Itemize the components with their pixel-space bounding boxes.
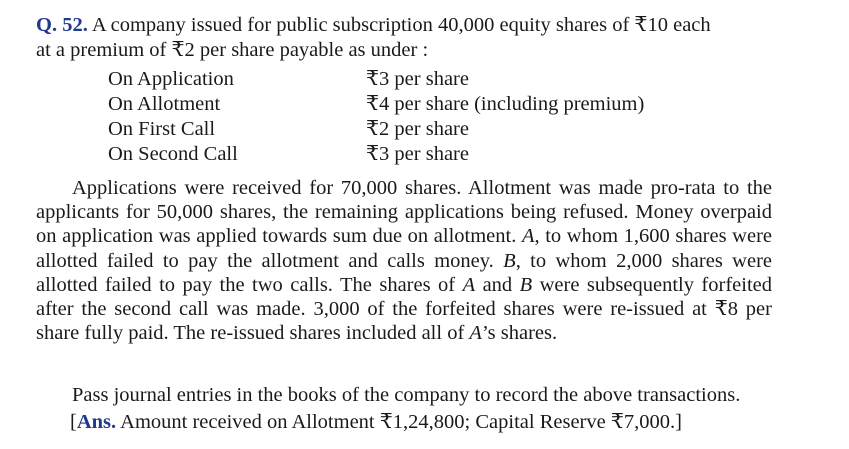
schedule-label: On First Call — [108, 118, 216, 140]
paragraph-text: ’s shares. — [481, 322, 558, 345]
shareholder-b: B — [503, 249, 516, 272]
schedule-row — [108, 142, 708, 167]
schedule-label: On Application — [108, 68, 234, 90]
answer-line — [70, 410, 682, 435]
schedule-amount: ₹3 per share — [366, 68, 469, 90]
question-heading — [36, 13, 776, 38]
question-paragraph — [36, 176, 772, 345]
shareholder-a: A — [462, 273, 476, 296]
instruction-text: Pass journal entries in the books of the company to record the above transactions. — [72, 384, 741, 406]
shareholder-a: A — [521, 225, 535, 248]
answer-label: Ans. — [76, 411, 117, 433]
paragraph-text: Applications were received for 70,000 shares. Allotment was made pro-rata to the applicants for 50,000 shares, the remaining applications being refused. Money overpaid on application was applied towards sum due on allotment. — [36, 177, 772, 248]
schedule-label: On Second Call — [108, 143, 238, 165]
question-number: Q. 52. — [36, 14, 88, 36]
paragraph-text: , to whom 2,000 shares were allotted failed to pay the two calls. The shares of — [36, 249, 772, 296]
schedule-row — [108, 117, 708, 142]
schedule-amount: ₹4 per share (including premium) — [366, 93, 645, 115]
schedule-amount: ₹2 per share — [366, 118, 469, 140]
schedule-amount: ₹3 per share — [366, 143, 469, 165]
question-line-2: at a premium of ₹2 per share payable as under : — [36, 39, 429, 61]
answer-text: Amount received on Allotment ₹1,24,800; Capital Reserve ₹7,000.] — [116, 411, 682, 433]
payment-schedule — [108, 67, 708, 167]
schedule-row — [108, 67, 708, 92]
shareholder-b: B — [519, 273, 533, 296]
answer-bracket: [ — [70, 411, 77, 433]
shareholder-a: A — [469, 322, 482, 345]
schedule-label: On Allotment — [108, 93, 221, 115]
paragraph-text: , to whom 1,600 shares were allotted failed to pay the allotment and calls money. — [36, 225, 772, 272]
paragraph-text: and — [475, 273, 520, 296]
paragraph-text: were subsequently forfeited after the second call was made. 3,000 of the forfeited shares were re-issued at ₹8 per share fully paid. The re-issued shares included all of — [36, 273, 772, 345]
question-line-1: A company issued for public subscription 40,000 equity shares of ₹10 each — [91, 14, 711, 36]
schedule-row — [108, 92, 708, 117]
